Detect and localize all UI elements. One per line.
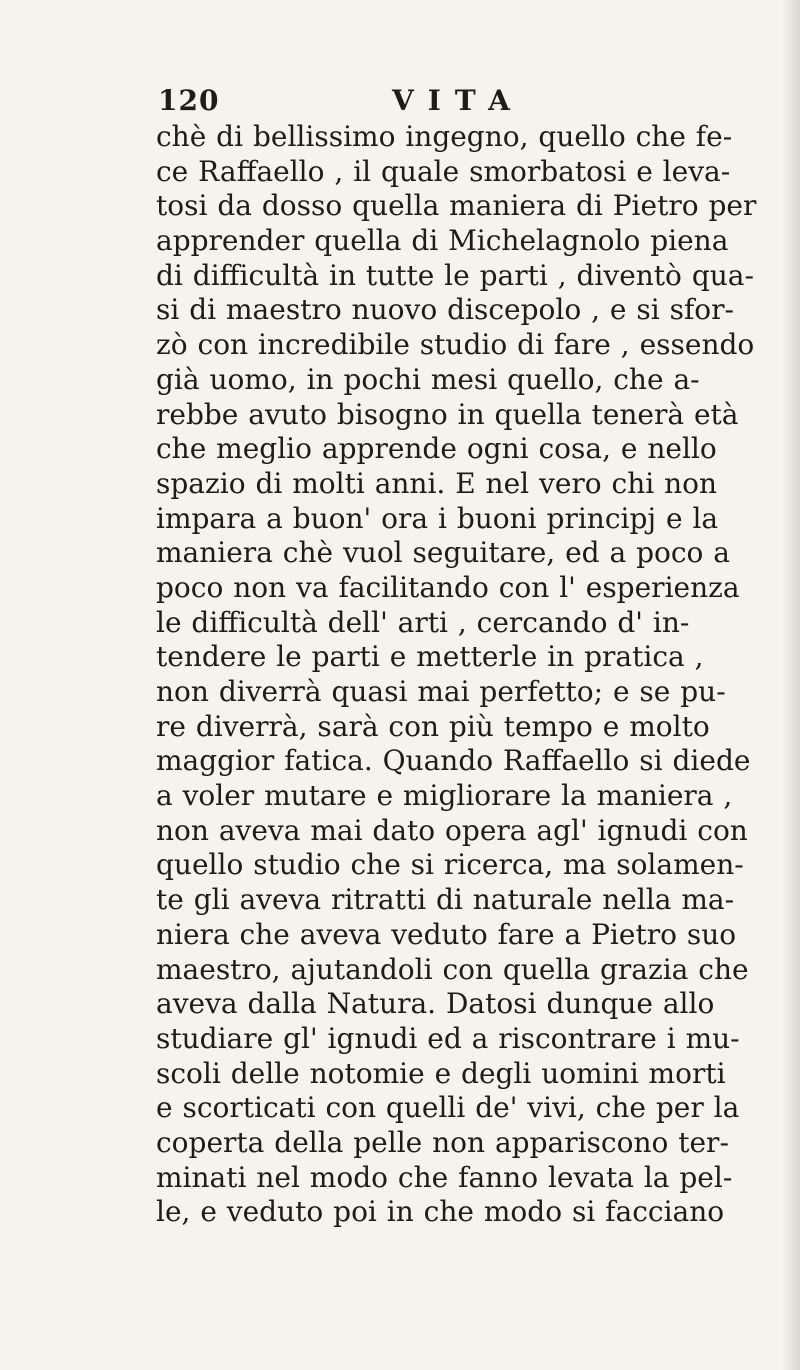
text-line-6: si di maestro nuovo discepolo , e si sfor- [156,293,735,327]
text-line-17: non diverrà quasi mai perfetto; e se pu- [156,675,726,708]
text-line-1: chè di bellissimo ingegno, quello che fe- [156,120,733,153]
text-line-19: maggior fatica. Quando Raffaello si diede [156,744,751,778]
text-line-8: già uomo, in pochi mesi quello, che a- [156,362,700,396]
text-line-9: rebbe avuto bisogno in quella tenerà età [156,397,739,431]
text-line-26: aveva dalla Natura. Datosi dunque allo [156,987,715,1021]
text-line-32: le, e veduto poi in che modo si facciano [156,1195,725,1229]
text-line-7: zò con incredibile studio di fare , essendo [156,328,755,362]
text-line-13: maniera chè vuol seguitare, ed a poco a [156,536,730,570]
text-line-4: apprender quella di Michelagnolo piena [156,224,729,258]
body-text [156,120,757,1230]
text-line-27: studiare gl' ignudi ed a riscontrare i mu- [156,1021,740,1055]
text-line-15: le difficultà dell' arti , cercando d' in- [156,605,690,639]
page-header [158,84,658,120]
page-edge-shadow [782,0,800,1370]
text-line-3: tosi da dosso quella maniera di Pietro per [156,189,757,223]
text-line-16: tendere le parti e metterle in pratica , [156,640,704,674]
text-line-22: quello studio che si ricerca, ma solamen- [156,848,744,882]
text-line-5: di difficultà in tutte le parti , diventò qua- [156,258,754,292]
text-line-11: spazio di molti anni. E nel vero chi non [156,466,718,500]
running-head: VITA [392,84,524,117]
text-line-2: ce Raffaello , il quale smorbatosi e leva- [156,154,731,188]
text-line-18: re diverrà, sarà con più tempo e molto [156,709,710,743]
text-line-24: niera che aveva veduto fare a Pietro suo [156,917,737,951]
text-line-30: coperta della pelle non appariscono ter- [156,1125,729,1159]
text-line-31: minati nel modo che fanno levata la pel- [156,1160,733,1194]
text-line-23: te gli aveva ritratti di naturale nella ma- [156,883,735,917]
text-line-14: poco non va facilitando con l' esperienza [156,570,740,604]
text-line-25: maestro, ajutandoli con quella grazia che [156,952,749,986]
text-line-28: scoli delle notomie e degli uomini morti [156,1056,726,1090]
text-line-10: che meglio apprende ogni cosa, e nello [156,432,717,466]
text-line-21: non aveva mai dato opera agl' ignudi con [156,813,748,847]
text-line-12: impara a buon' ora i buoni principj e la [156,501,719,535]
text-line-29: e scorticati con quelli de' vivi, che per la [156,1091,740,1125]
page-number: 120 [158,84,220,117]
text-line-20: a voler mutare e migliorare la maniera , [156,779,733,813]
